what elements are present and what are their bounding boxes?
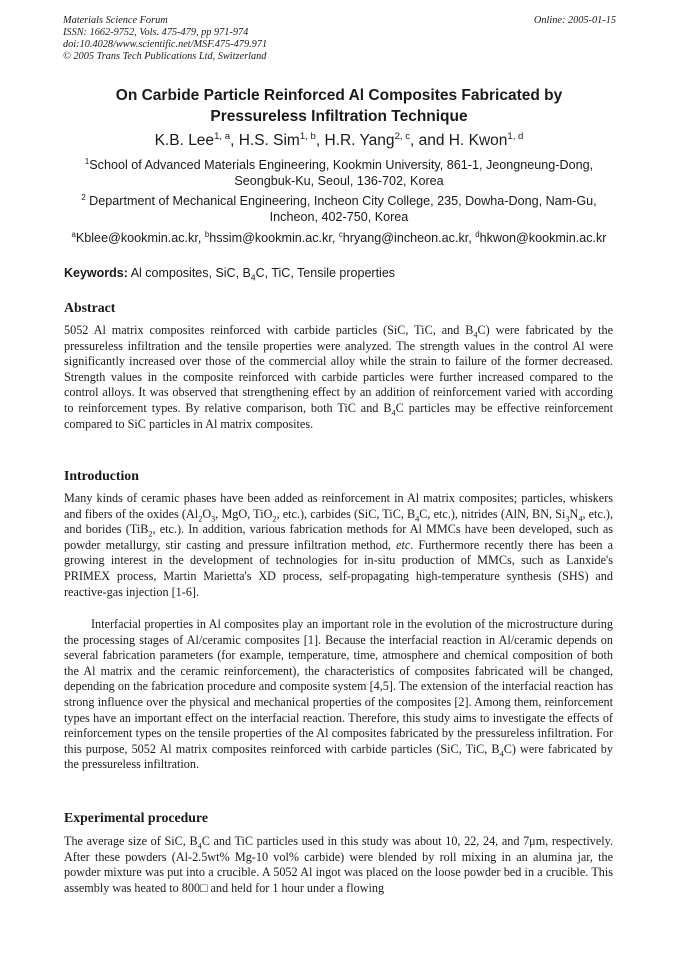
email-address[interactable]: Kblee@kookmin.ac.kr, xyxy=(75,231,205,245)
text-run: N xyxy=(569,506,579,521)
journal-header xyxy=(63,15,616,63)
author-affil-mark: 2, c xyxy=(394,130,411,142)
affil-text: Incheon, 402-750, Korea xyxy=(269,210,409,224)
email-mark: c xyxy=(338,229,343,239)
text-run: 5052 Al matrix composites reinforced with carbide particles (SiC, TiC, and B xyxy=(64,323,474,337)
keywords xyxy=(64,265,395,281)
author-name: , and H. Kwon xyxy=(410,132,508,149)
affil-text: Department of Mechanical Engineering, Incheon City College, 235, Dowha-Dong, Nam-Gu, xyxy=(85,194,597,208)
text-run: . Furthermore recently there has been a growing interest in the development of technologies for in-situ production of MMCs, such as Lanxide's PRIMEX process, Martin Marietta's XD process, self-propagating high-temperature synthesis (SHS) and reactive-gas injection [1-6]. xyxy=(64,537,613,599)
author-name: , H.R. Yang xyxy=(315,132,395,149)
text-run: Interfacial properties in Al composites play an important role in the evolution of the microstructure during the processing stages of Al/ceramic composites [1]. Because the interfacial reaction in Al/ceramic depends on several fabrication parameters (for example, temperature, time, atmosphere and chemical composition of both the Al matrix and the ceramic reinforcement), the characteristics of composites fabricated will be changed, depending on the fabrication procedure and composite system [4,5]. The extension of the interfacial reaction has strong influence over the physical and mechanical properties of the composites [2]. Among them, reinforcement types have an important effect on the interfacial reaction. Therefore, this study aims to investigate the effects of reinforcement types on the tensile properties of the Al composites fabricated by the pressureless infiltration. For this purpose, 5052 Al matrix composites reinforced with carbide particles (SiC, TiC, B xyxy=(64,617,613,756)
text-run: The average size of SiC, B xyxy=(64,834,198,848)
email-address[interactable]: hryang@incheon.ac.kr, xyxy=(342,231,476,245)
email-address[interactable]: hkwon@kookmin.ac.kr xyxy=(479,231,607,245)
author-name: , H.S. Sim xyxy=(230,132,300,149)
subscript: 2 xyxy=(198,514,203,524)
affil-text: Seongbuk-Ku, Seoul, 136-702, Korea xyxy=(234,174,444,188)
author-affil-mark: 1, a xyxy=(214,130,231,142)
author-affil-mark: 1, b xyxy=(299,130,316,142)
text-run: , MgO, TiO xyxy=(215,506,273,521)
author-name: K.B. Lee xyxy=(154,132,215,149)
copyright-line: © 2005 Trans Tech Publications Ltd, Switzerland xyxy=(63,51,267,62)
subscript: 3 xyxy=(211,514,216,524)
affiliation-2 xyxy=(60,193,618,225)
subscript: 4 xyxy=(473,330,478,340)
abstract-text xyxy=(64,323,613,432)
text-run: Many kinds of ceramic phases have been added as reinforcement in Al matrix composites; particles, whiskers and fibers of the oxides (Al xyxy=(64,491,613,521)
online-date: Online: 2005-01-15 xyxy=(533,15,616,26)
subscript: 3 xyxy=(565,514,570,524)
subscript: 2 xyxy=(148,529,153,539)
text-run: C, etc.), nitrides (AlN, BN, Si xyxy=(419,506,566,521)
text-run: C) were fabricated by the pressureless infiltration. xyxy=(64,741,613,772)
issn-line: ISSN: 1662-9752, Vols. 475-479, pp 971-974 xyxy=(63,27,249,38)
introduction-paragraph-1 xyxy=(64,491,613,600)
text-run: O xyxy=(202,506,212,521)
introduction-paragraph-2 xyxy=(64,617,613,773)
text-run: , etc.), carbides (SiC, TiC, B xyxy=(276,506,416,521)
email-mark: b xyxy=(204,229,210,239)
title-line-2: Pressureless Infiltration Technique xyxy=(210,108,468,125)
introduction-heading: Introduction xyxy=(64,468,139,483)
subscript: 4 xyxy=(197,841,202,851)
text-run: , etc.), and borides (TiB xyxy=(64,506,614,537)
paper-title xyxy=(40,85,638,127)
journal-name: Materials Science Forum xyxy=(63,15,168,26)
email-address[interactable]: hssim@kookmin.ac.kr, xyxy=(209,231,339,245)
affil-text: School of Advanced Materials Engineering, Kookmin University, 861-1, Jeongneung-Dong, xyxy=(89,158,594,172)
keywords-label: Keywords: xyxy=(64,266,128,280)
subscript: 2 xyxy=(272,514,277,524)
text-run: , etc.). In addition, various fabrication methods for Al MMCs have been developed, such as powder metallurgy, stir casting and pressure infiltration method, xyxy=(64,522,613,552)
title-line-1: On Carbide Particle Reinforced Al Composites Fabricated by xyxy=(115,87,563,104)
affiliation-1 xyxy=(60,157,618,189)
experimental-text xyxy=(64,834,613,896)
keywords-text: Al composites, SiC, B xyxy=(127,266,251,280)
subscript: 4 xyxy=(250,272,256,283)
email-list xyxy=(60,230,618,246)
email-mark: a xyxy=(71,229,76,239)
author-affil-mark: 1, d xyxy=(507,130,524,142)
subscript: 4 xyxy=(391,408,396,418)
text-run: C particles may be effective reinforcement compared to SiC particles in Al matrix composites. xyxy=(64,400,613,431)
keywords-text: C, TiC, Tensile properties xyxy=(255,266,396,280)
text-run: C) were fabricated by the pressureless infiltration and the tensile properties were analyzed. The strength values in the control Al were significantly increased over those of the commercial alloy while the strain to failure of the former decreased. Strength values in the composite reinforced with carbide particles were further increased compared to the control alloys. It was observed that strengthening effect by an addition of reinforcement varied with according to reinforcement types. By relative comparison, both TiC and B xyxy=(64,323,613,415)
abstract-heading: Abstract xyxy=(64,300,116,315)
subscript: 4 xyxy=(578,514,583,524)
email-mark: d xyxy=(475,229,480,239)
subscript: 4 xyxy=(415,514,420,524)
affil-mark: 2 xyxy=(81,192,86,202)
text-run: C and TiC particles used in this study was about 10, 22, 24, and 7μm, respectively. After these powders (Al-2.5wt% Mg-10 vol% carbide) were blended by roll mixing in an alumina jar, the powder mixture was put into a crucible. A 5052 Al ingot was placed on the loose powder bed in a crucible. This assembly was heated to 800□ and held for 1 hour under a flowing xyxy=(64,834,613,895)
doi-line[interactable]: doi:10.4028/www.scientific.net/MSF.475-479.971 xyxy=(63,39,268,50)
italic-text: etc xyxy=(396,537,411,552)
affil-mark: 1 xyxy=(84,156,90,166)
experimental-heading: Experimental procedure xyxy=(64,810,208,825)
subscript: 4 xyxy=(499,749,504,759)
author-list xyxy=(40,131,638,151)
